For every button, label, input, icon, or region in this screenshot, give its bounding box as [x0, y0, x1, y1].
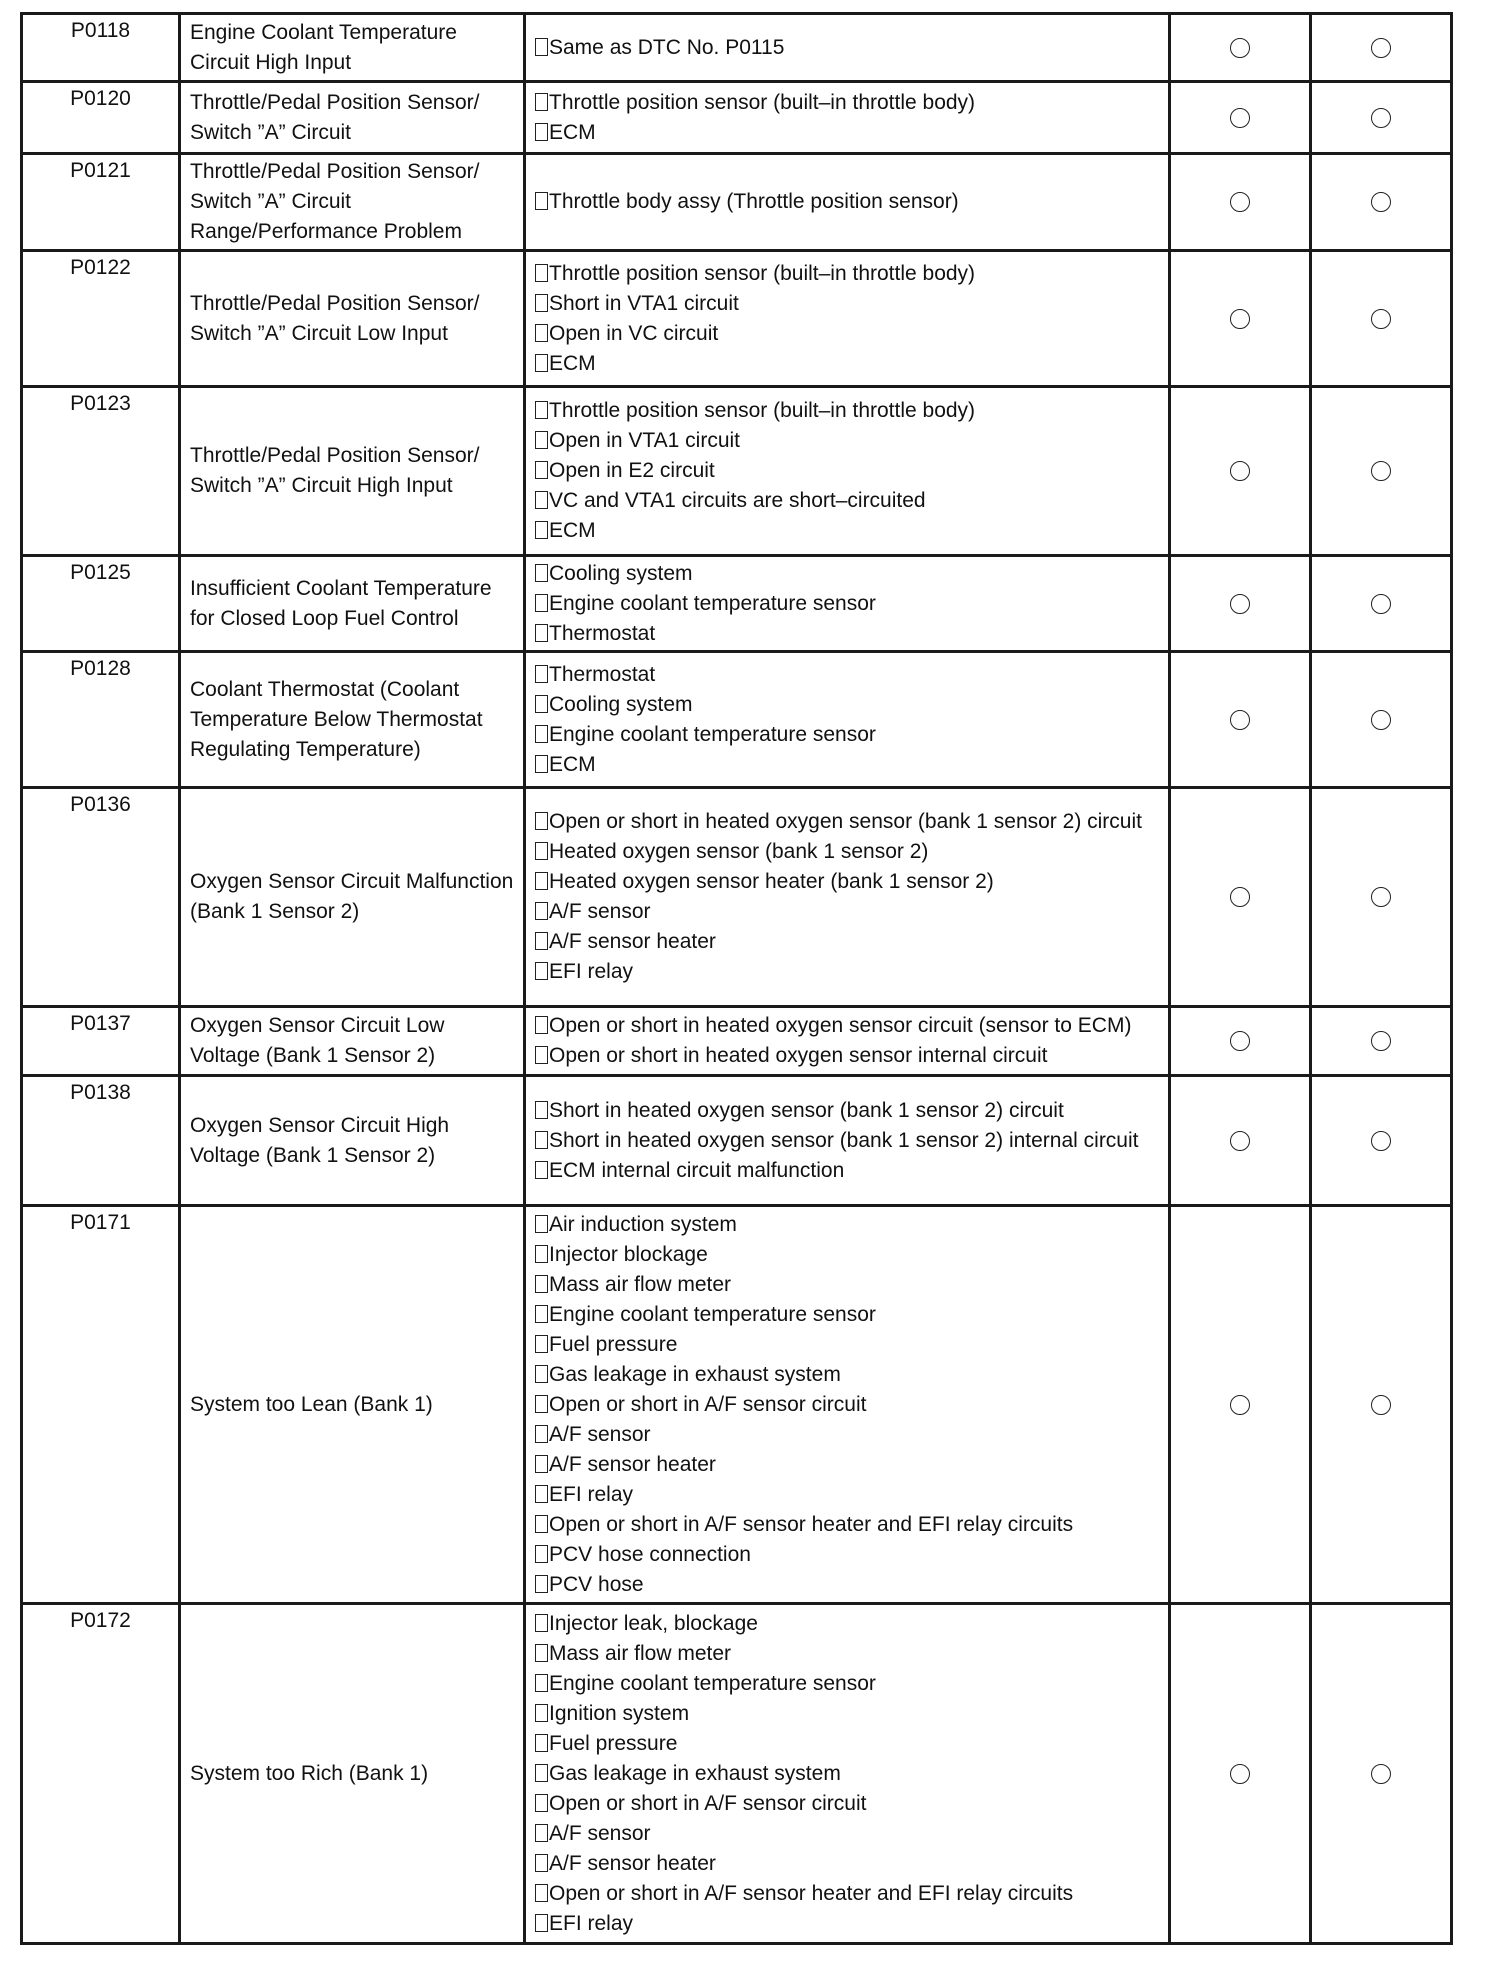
trouble-area-text: Throttle position sensor (built–in throttle body) [549, 261, 976, 285]
bullet-box-icon [535, 624, 548, 642]
trouble-area-item [535, 1480, 1159, 1510]
dtc-code: P0123 [22, 387, 180, 556]
detection-item: Oxygen Sensor Circuit Low Voltage (Bank 1 Sensor 2) [180, 1007, 525, 1076]
trouble-area-item [535, 690, 1159, 720]
trouble-area [525, 788, 1170, 1007]
trouble-area-item [535, 589, 1159, 619]
table-row [22, 251, 1452, 387]
trouble-area-item [535, 1540, 1159, 1570]
trouble-area-text: Open or short in A/F sensor circuit [549, 1791, 867, 1815]
trouble-area-item [535, 1390, 1159, 1420]
trouble-area-text: Heated oxygen sensor heater (bank 1 sensor 2) [549, 870, 994, 893]
trouble-area-text: Open or short in heated oxygen sensor circuit (sensor to ECM) [549, 1014, 1132, 1037]
trouble-area-item [535, 1909, 1159, 1939]
trouble-area-item [535, 1729, 1159, 1759]
mil-indicator-cell [1170, 652, 1311, 788]
table-row [22, 556, 1452, 652]
trouble-area-item [535, 456, 1159, 486]
table-row [22, 82, 1452, 154]
bullet-box-icon [535, 872, 548, 890]
bullet-box-icon [535, 192, 548, 210]
circle-mark-icon [1230, 710, 1250, 730]
bullet-box-icon [535, 1245, 548, 1263]
trouble-area-text: Engine coolant temperature sensor [549, 591, 876, 615]
dtc-code: P0120 [22, 82, 180, 154]
trouble-area-text: Mass air flow meter [549, 1641, 732, 1665]
circle-mark-icon [1230, 1395, 1250, 1415]
trouble-area-item [535, 559, 1159, 589]
bullet-box-icon [535, 1425, 548, 1443]
trouble-area-item [535, 1789, 1159, 1819]
trouble-area-text: Short in heated oxygen sensor (bank 1 sensor 2) circuit [549, 1098, 1064, 1122]
trouble-area-text: A/F sensor heater [549, 930, 716, 953]
trouble-area-text: Short in heated oxygen sensor (bank 1 sensor 2) internal circuit [549, 1128, 1139, 1152]
circle-mark-icon [1371, 710, 1391, 730]
trouble-area-item [535, 927, 1159, 957]
trouble-area-item [535, 1126, 1159, 1156]
table-row [22, 387, 1452, 556]
bullet-box-icon [535, 932, 548, 950]
bullet-box-icon [535, 1161, 548, 1179]
trouble-area-text: A/F sensor [549, 1821, 651, 1845]
detection-item: Throttle/Pedal Position Sensor/ Switch ”A” Circuit [180, 82, 525, 154]
trouble-area [525, 154, 1170, 251]
circle-mark-icon [1371, 1764, 1391, 1784]
mil-indicator-cell [1170, 1604, 1311, 1944]
trouble-area-item [535, 1270, 1159, 1300]
trouble-area-item [535, 1240, 1159, 1270]
bullet-box-icon [535, 1824, 548, 1842]
detection-item: System too Rich (Bank 1) [180, 1604, 525, 1944]
bullet-box-icon [535, 812, 548, 830]
dtc-code: P0121 [22, 154, 180, 251]
trouble-area-text: VC and VTA1 circuits are short–circuited [549, 489, 926, 512]
trouble-area-item [535, 1096, 1159, 1126]
memory-indicator-cell [1311, 251, 1452, 387]
trouble-area-item [535, 426, 1159, 456]
bullet-box-icon [535, 1016, 548, 1034]
bullet-box-icon [535, 1614, 548, 1632]
trouble-area-item [535, 1570, 1159, 1600]
trouble-area-text: Same as DTC No. P0115 [549, 35, 785, 59]
mil-indicator-cell [1170, 14, 1311, 82]
trouble-area [525, 556, 1170, 652]
trouble-area-text: Cooling system [549, 692, 693, 716]
trouble-area-text: Throttle body assy (Throttle position sensor) [549, 190, 959, 213]
trouble-area-text: Gas leakage in exhaust system [549, 1362, 841, 1386]
circle-mark-icon [1230, 594, 1250, 614]
trouble-area-text: ECM [549, 519, 596, 542]
trouble-area [525, 1076, 1170, 1206]
mil-indicator-cell [1170, 82, 1311, 154]
trouble-area-item [535, 1819, 1159, 1849]
trouble-area-text: PCV hose [549, 1572, 644, 1596]
mil-indicator-cell [1170, 251, 1311, 387]
dtc-code: P0128 [22, 652, 180, 788]
circle-mark-icon [1371, 887, 1391, 907]
bullet-box-icon [535, 1884, 548, 1902]
table-row [22, 1206, 1452, 1604]
trouble-area-item [535, 1041, 1159, 1071]
memory-indicator-cell [1311, 82, 1452, 154]
trouble-area-text: Open in VC circuit [549, 321, 719, 345]
detection-item: Oxygen Sensor Circuit Malfunction (Bank 1 Sensor 2) [180, 788, 525, 1007]
detection-item: Throttle/Pedal Position Sensor/ Switch ”A” Circuit Range/Performance Problem [180, 154, 525, 251]
bullet-box-icon [535, 1046, 548, 1064]
trouble-area-text: Gas leakage in exhaust system [549, 1761, 841, 1785]
table-row [22, 788, 1452, 1007]
bullet-box-icon [535, 725, 548, 743]
trouble-area-text: ECM [549, 120, 596, 144]
dtc-code: P0122 [22, 251, 180, 387]
bullet-box-icon [535, 1794, 548, 1812]
dtc-code: P0125 [22, 556, 180, 652]
bullet-box-icon [535, 1914, 548, 1932]
memory-indicator-cell [1311, 154, 1452, 251]
trouble-area-item [535, 289, 1159, 319]
trouble-area-item [535, 1011, 1159, 1041]
bullet-box-icon [535, 1764, 548, 1782]
bullet-box-icon [535, 354, 548, 372]
trouble-area-text: Open or short in heated oxygen sensor internal circuit [549, 1044, 1048, 1067]
table-row [22, 1007, 1452, 1076]
trouble-area [525, 1206, 1170, 1604]
trouble-area-item [535, 660, 1159, 690]
detection-item: System too Lean (Bank 1) [180, 1206, 525, 1604]
trouble-area-item [535, 1300, 1159, 1330]
dtc-code: P0136 [22, 788, 180, 1007]
bullet-box-icon [535, 1734, 548, 1752]
detection-item: Coolant Thermostat (Coolant Temperature Below Thermostat Regulating Temperature) [180, 652, 525, 788]
trouble-area-text: Injector leak, blockage [549, 1611, 758, 1635]
circle-mark-icon [1230, 38, 1250, 58]
memory-indicator-cell [1311, 1206, 1452, 1604]
trouble-area-text: Open in VTA1 circuit [549, 429, 741, 452]
bullet-box-icon [535, 1215, 548, 1233]
trouble-area-item [535, 1639, 1159, 1669]
circle-mark-icon [1371, 38, 1391, 58]
trouble-area-text: Thermostat [549, 662, 656, 686]
circle-mark-icon [1230, 309, 1250, 329]
trouble-area-text: Open or short in A/F sensor heater and EFI relay circuits [549, 1512, 1074, 1536]
memory-indicator-cell [1311, 14, 1452, 82]
trouble-area-item [535, 486, 1159, 516]
memory-indicator-cell [1311, 1076, 1452, 1206]
bullet-box-icon [535, 431, 548, 449]
dtc-code: P0137 [22, 1007, 180, 1076]
trouble-area-item [535, 750, 1159, 780]
trouble-area-item [535, 259, 1159, 289]
detection-item: Throttle/Pedal Position Sensor/ Switch ”A” Circuit High Input [180, 387, 525, 556]
memory-indicator-cell [1311, 556, 1452, 652]
trouble-area-item [535, 619, 1159, 649]
trouble-area-item [535, 1210, 1159, 1240]
trouble-area [525, 14, 1170, 82]
bullet-box-icon [535, 755, 548, 773]
dtc-code: P0138 [22, 1076, 180, 1206]
trouble-area-item [535, 1669, 1159, 1699]
trouble-area-text: Mass air flow meter [549, 1272, 732, 1296]
dtc-code: P0171 [22, 1206, 180, 1604]
bullet-box-icon [535, 902, 548, 920]
dtc-table [20, 12, 1453, 1945]
trouble-area-item [535, 837, 1159, 867]
circle-mark-icon [1230, 108, 1250, 128]
trouble-area-text: Thermostat [549, 621, 656, 645]
circle-mark-icon [1371, 309, 1391, 329]
memory-indicator-cell [1311, 1604, 1452, 1944]
trouble-area-item [535, 1699, 1159, 1729]
trouble-area [525, 1007, 1170, 1076]
trouble-area-text: Open or short in heated oxygen sensor (bank 1 sensor 2) circuit [549, 810, 1142, 833]
memory-indicator-cell [1311, 652, 1452, 788]
bullet-box-icon [535, 1674, 548, 1692]
trouble-area-item [535, 1156, 1159, 1186]
trouble-area-item [535, 88, 1159, 118]
trouble-area-item [535, 1510, 1159, 1540]
table-row [22, 1076, 1452, 1206]
trouble-area-item [535, 118, 1159, 148]
bullet-box-icon [535, 1515, 548, 1533]
trouble-area-item [535, 1330, 1159, 1360]
trouble-area-item [535, 1420, 1159, 1450]
trouble-area [525, 652, 1170, 788]
trouble-area-text: Engine coolant temperature sensor [549, 1671, 876, 1695]
trouble-area-text: A/F sensor heater [549, 1452, 716, 1476]
trouble-area-text: Fuel pressure [549, 1731, 678, 1755]
trouble-area-item [535, 807, 1159, 837]
trouble-area-item [535, 33, 1159, 63]
mil-indicator-cell [1170, 154, 1311, 251]
bullet-box-icon [535, 1305, 548, 1323]
trouble-area-item [535, 396, 1159, 426]
bullet-box-icon [535, 1395, 548, 1413]
circle-mark-icon [1230, 887, 1250, 907]
circle-mark-icon [1371, 1131, 1391, 1151]
circle-mark-icon [1230, 1031, 1250, 1051]
bullet-box-icon [535, 1854, 548, 1872]
bullet-box-icon [535, 1704, 548, 1722]
trouble-area-item [535, 319, 1159, 349]
circle-mark-icon [1230, 192, 1250, 212]
bullet-box-icon [535, 594, 548, 612]
trouble-area-text: A/F sensor [549, 1422, 651, 1446]
bullet-box-icon [535, 1545, 548, 1563]
table-row [22, 14, 1452, 82]
trouble-area-item [535, 1759, 1159, 1789]
bullet-box-icon [535, 123, 548, 141]
table-row [22, 1604, 1452, 1944]
trouble-area-item [535, 1879, 1159, 1909]
bullet-box-icon [535, 962, 548, 980]
trouble-area [525, 387, 1170, 556]
bullet-box-icon [535, 401, 548, 419]
memory-indicator-cell [1311, 788, 1452, 1007]
table-row [22, 154, 1452, 251]
bullet-box-icon [535, 491, 548, 509]
bullet-box-icon [535, 695, 548, 713]
circle-mark-icon [1371, 108, 1391, 128]
circle-mark-icon [1230, 461, 1250, 481]
circle-mark-icon [1230, 1764, 1250, 1784]
trouble-area-item [535, 867, 1159, 897]
bullet-box-icon [535, 1335, 548, 1353]
trouble-area [525, 82, 1170, 154]
mil-indicator-cell [1170, 556, 1311, 652]
trouble-area-item [535, 720, 1159, 750]
circle-mark-icon [1371, 1395, 1391, 1415]
trouble-area [525, 251, 1170, 387]
trouble-area-text: Short in VTA1 circuit [549, 291, 739, 315]
trouble-area-item [535, 349, 1159, 379]
circle-mark-icon [1230, 1131, 1250, 1151]
bullet-box-icon [535, 665, 548, 683]
trouble-area-item [535, 516, 1159, 546]
bullet-box-icon [535, 324, 548, 342]
bullet-box-icon [535, 1365, 548, 1383]
trouble-area-item [535, 1450, 1159, 1480]
bullet-box-icon [535, 294, 548, 312]
trouble-area-text: Cooling system [549, 561, 693, 585]
bullet-box-icon [535, 521, 548, 539]
trouble-area-text: Ignition system [549, 1701, 690, 1725]
bullet-box-icon [535, 264, 548, 282]
bullet-box-icon [535, 38, 548, 56]
trouble-area-text: EFI relay [549, 1482, 634, 1506]
trouble-area-text: EFI relay [549, 960, 634, 983]
bullet-box-icon [535, 1485, 548, 1503]
bullet-box-icon [535, 93, 548, 111]
trouble-area-item [535, 957, 1159, 987]
trouble-area-text: Engine coolant temperature sensor [549, 722, 876, 746]
trouble-area-item [535, 897, 1159, 927]
trouble-area [525, 1604, 1170, 1944]
trouble-area-text: EFI relay [549, 1911, 634, 1935]
detection-item: Engine Coolant Temperature Circuit High Input [180, 14, 525, 82]
trouble-area-text: Open in E2 circuit [549, 459, 715, 482]
memory-indicator-cell [1311, 1007, 1452, 1076]
dtc-code: P0172 [22, 1604, 180, 1944]
mil-indicator-cell [1170, 1076, 1311, 1206]
memory-indicator-cell [1311, 387, 1452, 556]
trouble-area-text: Open or short in A/F sensor heater and EFI relay circuits [549, 1881, 1074, 1905]
bullet-box-icon [535, 1455, 548, 1473]
bullet-box-icon [535, 1275, 548, 1293]
mil-indicator-cell [1170, 1206, 1311, 1604]
circle-mark-icon [1371, 594, 1391, 614]
bullet-box-icon [535, 842, 548, 860]
trouble-area-text: Fuel pressure [549, 1332, 678, 1356]
circle-mark-icon [1371, 1031, 1391, 1051]
trouble-area-item [535, 187, 1159, 217]
bullet-box-icon [535, 1101, 548, 1119]
trouble-area-text: Throttle position sensor (built–in throttle body) [549, 90, 976, 114]
trouble-area-text: Open or short in A/F sensor circuit [549, 1392, 867, 1416]
trouble-area-text: ECM [549, 351, 596, 375]
detection-item: Oxygen Sensor Circuit High Voltage (Bank 1 Sensor 2) [180, 1076, 525, 1206]
dtc-table-body [22, 14, 1452, 1944]
trouble-area-text: Engine coolant temperature sensor [549, 1302, 876, 1326]
dtc-code: P0118 [22, 14, 180, 82]
bullet-box-icon [535, 461, 548, 479]
bullet-box-icon [535, 1644, 548, 1662]
mil-indicator-cell [1170, 788, 1311, 1007]
bullet-box-icon [535, 564, 548, 582]
trouble-area-text: Air induction system [549, 1212, 737, 1236]
trouble-area-text: Heated oxygen sensor (bank 1 sensor 2) [549, 840, 929, 863]
circle-mark-icon [1371, 192, 1391, 212]
mil-indicator-cell [1170, 1007, 1311, 1076]
mil-indicator-cell [1170, 387, 1311, 556]
trouble-area-text: Throttle position sensor (built–in throttle body) [549, 399, 976, 422]
bullet-box-icon [535, 1131, 548, 1149]
trouble-area-text: Injector blockage [549, 1242, 708, 1266]
trouble-area-text: ECM [549, 752, 596, 776]
circle-mark-icon [1371, 461, 1391, 481]
trouble-area-item [535, 1849, 1159, 1879]
table-row [22, 652, 1452, 788]
trouble-area-text: PCV hose connection [549, 1542, 751, 1566]
trouble-area-text: A/F sensor heater [549, 1851, 716, 1875]
trouble-area-text: ECM internal circuit malfunction [549, 1158, 845, 1182]
trouble-area-item [535, 1360, 1159, 1390]
detection-item: Throttle/Pedal Position Sensor/ Switch ”A” Circuit Low Input [180, 251, 525, 387]
trouble-area-item [535, 1609, 1159, 1639]
detection-item: Insufficient Coolant Temperature for Closed Loop Fuel Control [180, 556, 525, 652]
bullet-box-icon [535, 1575, 548, 1593]
trouble-area-text: A/F sensor [549, 900, 651, 923]
